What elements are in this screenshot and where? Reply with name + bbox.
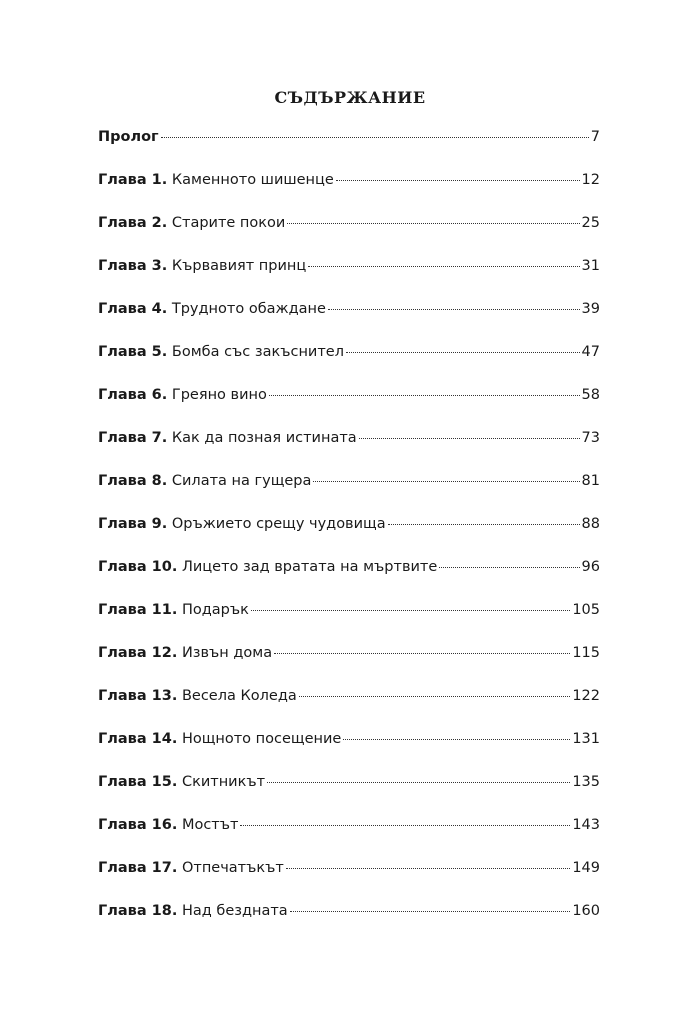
dot-leader	[308, 266, 579, 267]
toc-entry-page: 73	[581, 430, 600, 446]
toc-entry-page: 58	[581, 387, 600, 403]
toc-entry-chapter-9[interactable]	[98, 514, 600, 557]
toc-entry-prefix: Глава 6.	[98, 387, 168, 403]
dot-leader	[328, 309, 580, 310]
toc-entry-page: 143	[572, 817, 600, 833]
toc-entry-page: 25	[581, 215, 600, 231]
toc-entry-page: 39	[581, 301, 600, 317]
toc-entry-chapter-12[interactable]	[98, 643, 600, 686]
toc-entry-title: Извън дома	[181, 645, 273, 661]
toc-entry-chapter-13[interactable]	[98, 686, 600, 729]
dot-leader	[286, 868, 571, 869]
dot-leader	[336, 180, 580, 181]
toc-entry-page: 96	[581, 559, 600, 575]
toc-entry-title: Трудното обаждане	[171, 301, 326, 317]
toc-entry-prefix: Глава 1.	[98, 172, 168, 188]
toc-entry-page: 7	[590, 129, 600, 145]
toc-entry-prefix: Глава 10.	[98, 559, 178, 575]
dot-leader	[346, 352, 580, 353]
toc-entry-chapter-11[interactable]	[98, 600, 600, 643]
toc-entry-title: Каменното шишенце	[171, 172, 334, 188]
toc-entry-prefix: Пролог	[98, 129, 159, 145]
toc-entry-chapter-8[interactable]	[98, 471, 600, 514]
toc-entry-prefix: Глава 11.	[98, 602, 178, 618]
toc-entry-page: 105	[572, 602, 600, 618]
toc-entry-prefix: Глава 15.	[98, 774, 178, 790]
dot-leader	[267, 782, 570, 783]
toc-entry-prefix: Глава 16.	[98, 817, 178, 833]
toc-entry-prefix: Глава 7.	[98, 430, 168, 446]
toc-entry-prefix: Глава 5.	[98, 344, 168, 360]
toc-entry-page: 115	[572, 645, 600, 661]
dot-leader	[343, 739, 570, 740]
toc-entry-prefix: Глава 14.	[98, 731, 178, 747]
toc-entry-title: Кървавият принц	[171, 258, 307, 274]
toc-entry-title: Скитникът	[181, 774, 266, 790]
dot-leader	[269, 395, 580, 396]
toc-entry-chapter-16[interactable]	[98, 815, 600, 858]
dot-leader	[161, 137, 589, 138]
page-title: СЪДЪРЖАНИЕ	[274, 88, 426, 107]
toc-entry-page: 81	[581, 473, 600, 489]
toc-entry-title: Греяно вино	[171, 387, 267, 403]
toc-entry-chapter-10[interactable]	[98, 557, 600, 600]
dot-leader	[299, 696, 571, 697]
toc-entry-page: 135	[572, 774, 600, 790]
toc-entry-chapter-3[interactable]	[98, 256, 600, 299]
toc-entry-title: Бомба със закъснител	[171, 344, 344, 360]
toc-entry-title: Лицето зад вратата на мъртвите	[181, 559, 438, 575]
toc-entry-chapter-17[interactable]	[98, 858, 600, 901]
dot-leader	[359, 438, 580, 439]
toc-entry-chapter-1[interactable]	[98, 170, 600, 213]
toc-entry-chapter-15[interactable]	[98, 772, 600, 815]
toc-entry-title: Весела Коледа	[181, 688, 297, 704]
toc-entry-page: 31	[581, 258, 600, 274]
toc-entry-title: Отпечатъкът	[181, 860, 284, 876]
toc-entry-prefix: Глава 2.	[98, 215, 168, 231]
toc-entry-title: Мостът	[181, 817, 239, 833]
toc-entry-page: 12	[581, 172, 600, 188]
dot-leader	[287, 223, 579, 224]
toc-entry-title: Подарък	[181, 602, 249, 618]
toc-entry-chapter-6[interactable]	[98, 385, 600, 428]
dot-leader	[251, 610, 570, 611]
dot-leader	[240, 825, 570, 826]
toc-entry-title: Над бездната	[181, 903, 288, 919]
toc-entry-page: 122	[572, 688, 600, 704]
toc-entry-prefix: Глава 9.	[98, 516, 168, 532]
toc-entry-chapter-14[interactable]	[98, 729, 600, 772]
toc-entry-prefix: Глава 17.	[98, 860, 178, 876]
dot-leader	[388, 524, 580, 525]
toc-entry-title: Старите покои	[171, 215, 286, 231]
toc-entry-title: Оръжието срещу чудовища	[171, 516, 386, 532]
toc-entry-prefix: Глава 13.	[98, 688, 178, 704]
dot-leader	[439, 567, 579, 568]
dot-leader	[290, 911, 571, 912]
toc-entry-prefix: Глава 4.	[98, 301, 168, 317]
toc-entry-prefix: Глава 3.	[98, 258, 168, 274]
toc-entry-prefix: Глава 18.	[98, 903, 178, 919]
toc-entry-chapter-5[interactable]	[98, 342, 600, 385]
toc-entry-chapter-4[interactable]	[98, 299, 600, 342]
toc-entry-prefix: Глава 12.	[98, 645, 178, 661]
dot-leader	[274, 653, 570, 654]
toc-entry-prologue[interactable]	[98, 127, 600, 170]
toc-entry-title: Как да позная истината	[171, 430, 357, 446]
toc-entry-page: 160	[572, 903, 600, 919]
toc-entry-page: 88	[581, 516, 600, 532]
toc-entry-prefix: Глава 8.	[98, 473, 168, 489]
table-of-contents	[98, 127, 600, 944]
toc-entry-page: 47	[581, 344, 600, 360]
toc-entry-chapter-2[interactable]	[98, 213, 600, 256]
toc-entry-page: 149	[572, 860, 600, 876]
dot-leader	[313, 481, 579, 482]
toc-entry-title: Силата на гущера	[171, 473, 312, 489]
toc-entry-page: 131	[572, 731, 600, 747]
toc-entry-chapter-7[interactable]	[98, 428, 600, 471]
toc-entry-chapter-18[interactable]	[98, 901, 600, 944]
toc-entry-title: Нощното посещение	[181, 731, 342, 747]
